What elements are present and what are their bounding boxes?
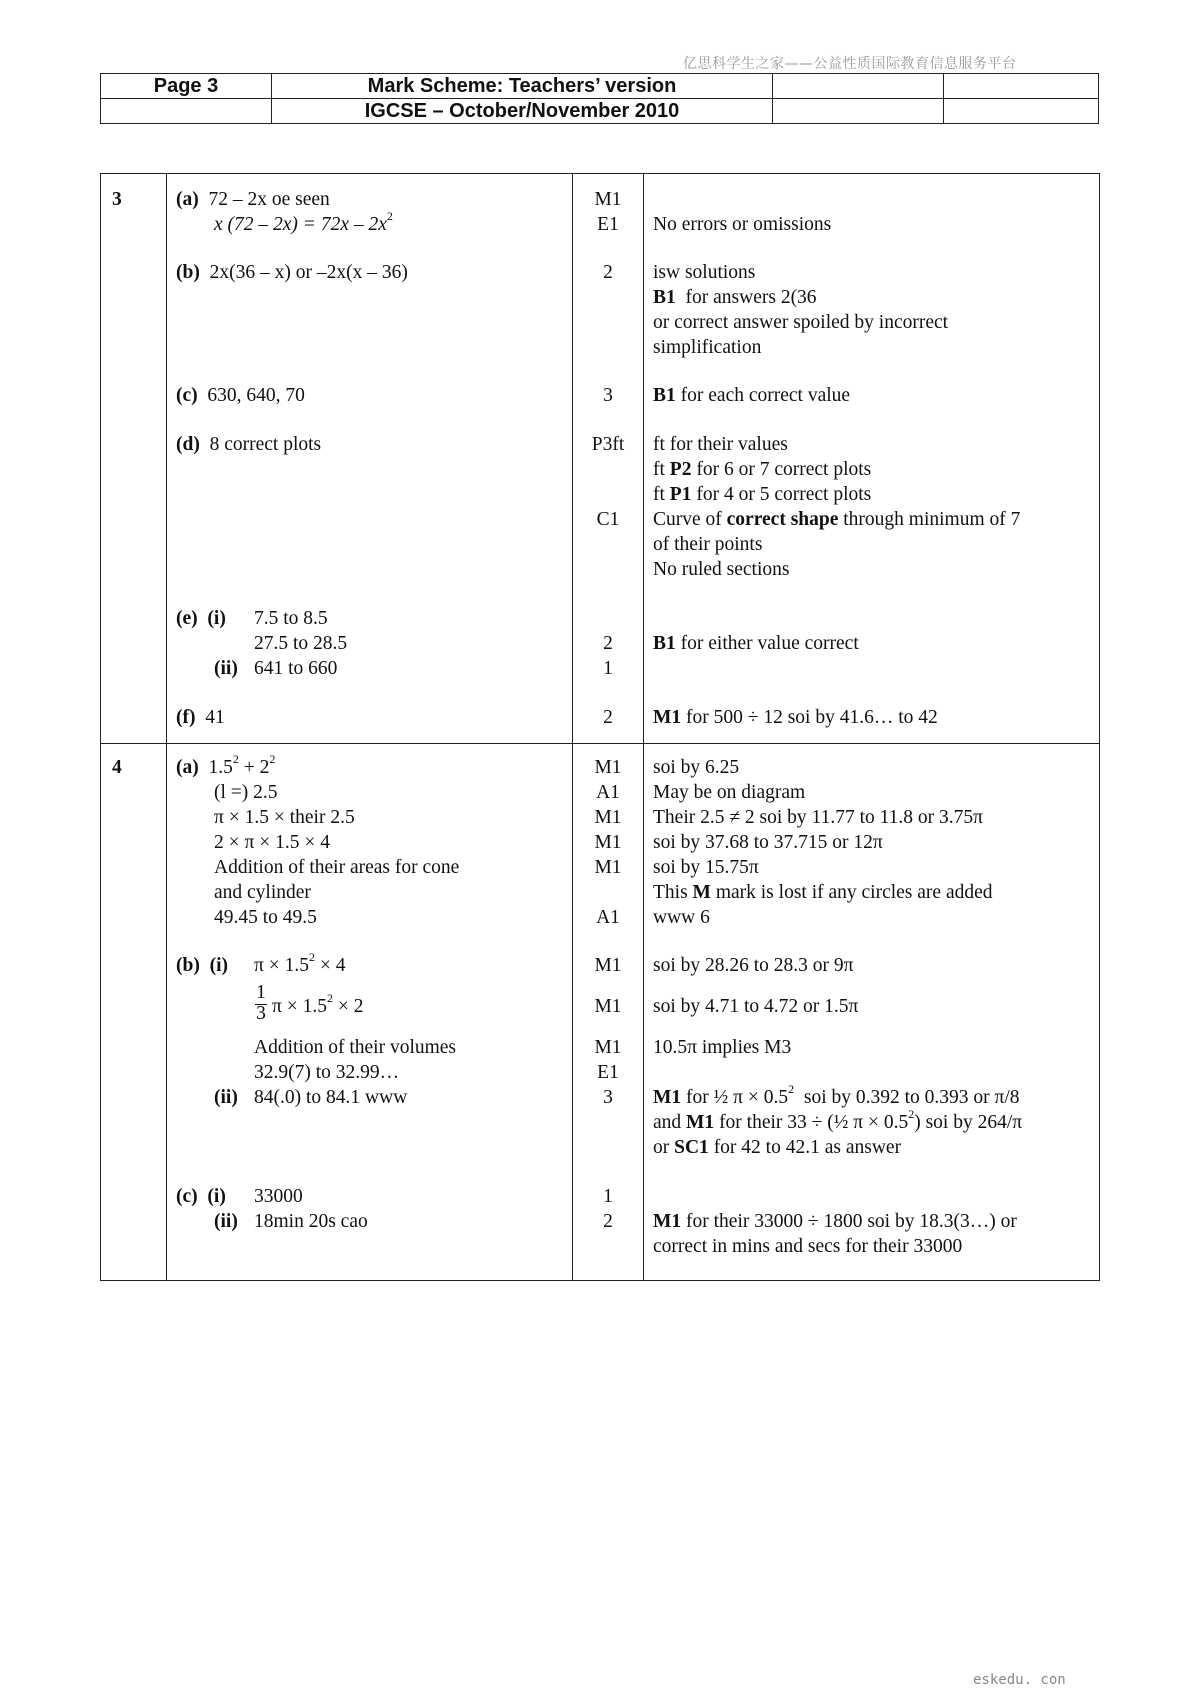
- q3e: (e) (i): [176, 608, 226, 629]
- document-subtitle: IGCSE – October/November 2010: [272, 99, 773, 124]
- q3b: (b) 2x(36 – x) or –2x(x – 36): [176, 262, 408, 283]
- question-number: 3: [112, 189, 122, 210]
- q4a: (a) $1.5^2 + 2^2$: [176, 752, 276, 778]
- q3a-line2: x $(72 - 2x) = 72x - 2x^2$: [214, 209, 393, 235]
- watermark: 亿思科学生之家——公益性质国际教育信息服务平台: [683, 56, 1017, 72]
- question-number: 4: [112, 757, 122, 778]
- page-number: Page 3: [101, 74, 272, 99]
- fraction-one-third: 1 3: [256, 982, 266, 1024]
- q3d: (d) 8 correct plots: [176, 434, 322, 455]
- row-divider: [101, 743, 1099, 744]
- document-title: Mark Scheme: Teachers’ version: [272, 74, 773, 99]
- q4b: (b) (i): [176, 955, 228, 976]
- q4c: (c) (i): [176, 1186, 226, 1207]
- q3c: (c) 630, 640, 70: [176, 385, 305, 406]
- footer-site: eskedu. con: [973, 1672, 1066, 1688]
- header-table: [100, 73, 1099, 124]
- q3f: (f) 41: [176, 707, 225, 728]
- mark-scheme-table: 3 (a) 72 – 2x oe seen x $(72 - 2x) = 72x - 2x^2$ M1 E1 No errors or omissions (b) 2x(36 – x) or –2x(x – 36) 2 isw solutions B1 for answers 2(36 or correct answer spoiled by incorrect simplification (c) 630, 640, 70 3 B1 for each correct value (d) 8 correct plots P3ft ft for their values ft P2 for 6 or 7 correct plots ft P1 for 4 or 5 correct plots C1 Curve of correct shape through minimum of 7 of their points No ruled sections (e) (i) 7.5 to 8.5 27.5 to 28.5 2 B1 for either value correct (ii) 641 to 660 1 (f) 41 2 M1 for 500 ÷ 12 soi by 41.6… to 42 4 (a) $1.5^2 + 2^2$ (l =) 2.5 π × 1.5 × their 2.5 2 × π × 1.5 × 4 Addition of their areas for cone and cylinder 49.45 to 49.5 M1 A1 M1 M1 M1 A1 soi by 6.25 May be on diagram Their 2.5 ≠ 2 soi by 11.77 to 11.8 or 3.75π soi by 37.68 to 37.715 or 12π soi by 15.75π This M mark is lost if any circles are added www 6 (b) (i) $\pi \times 1.5^2 \times 4$ 1 3 $\pi \times 1.5^2 \times 2$ Addition of their volumes 32.9(7) to 32.99… (ii) 84(.0) to 84.1 www M1 M1 M1 E1 3 soi by 28.26 to 28.3 or 9π soi by 4.71 to 4.72 or 1.5π 10.5π implies M3 M1 for ½ $\pi \times 0.5^2$ soi by 0.392 to 0.393 or π/8 and M1 for their 33 ÷ (½ $\pi \times 0.5^2$) soi by 264/π or SC1 for 42 to 42.1 as answer (c) (i) 33000 (ii) 18min 20s cao 1 2 M1 for their 33000 ÷ 1800 soi by 18.3(3…) or correct in mins and secs for their 33000: [100, 173, 1100, 1281]
- q3a: (a) 72 – 2x oe seen: [176, 189, 330, 210]
